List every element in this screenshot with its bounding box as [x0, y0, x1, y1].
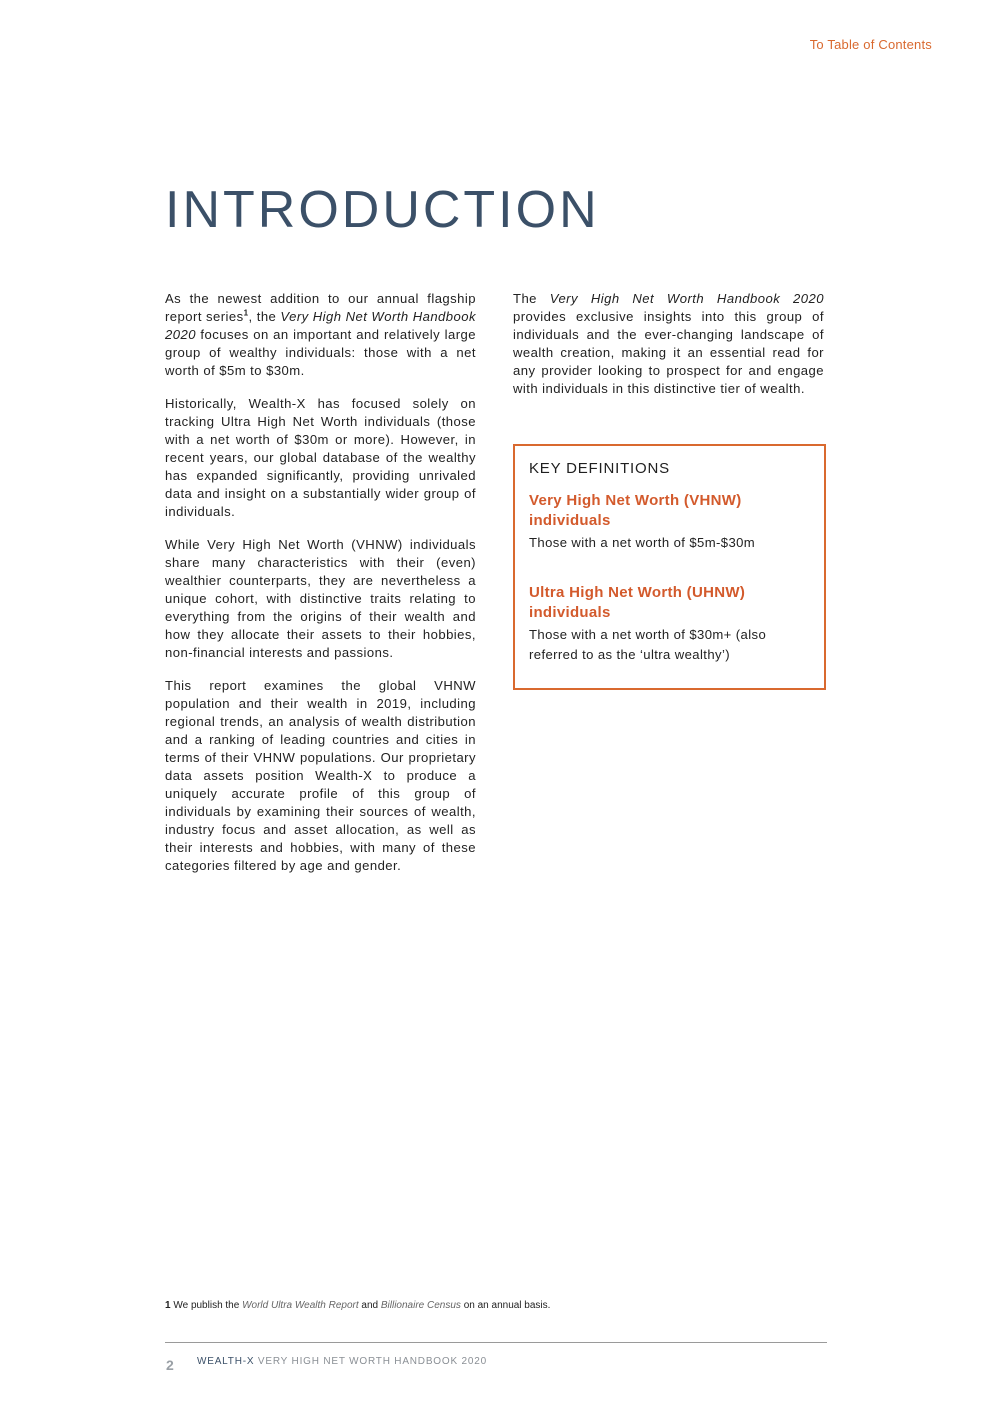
key-definitions-heading: KEY DEFINITIONS — [529, 460, 670, 477]
running-title: WEALTH-X VERY HIGH NET WORTH HANDBOOK 2020 — [197, 1356, 487, 1367]
page-title: INTRODUCTION — [165, 181, 600, 239]
intro-paragraph-3: While Very High Net Worth (VHNW) individuals share many characteristics with their (even) wealthier counterparts, they are nevertheless a unique cohort, with distinctive traits relating to everything from the origins of their wealth and how they allocate their assets to their hobbies, non-financial interests and passions. — [165, 537, 476, 660]
definition-desc-vhnw: Those with a net worth of $5m-$30m — [529, 535, 756, 550]
key-definitions-box — [513, 444, 826, 690]
footer-divider — [165, 1342, 827, 1343]
definition-term-uhnw: Ultra High Net Worth (UHNW) individuals — [529, 584, 746, 621]
footnote-number: 1 — [165, 1300, 171, 1311]
footnote: 1 We publish the World Ultra Wealth Report and Billionaire Census on an annual basis. — [165, 1300, 551, 1311]
intro-paragraph-1: As the newest addition to our annual flagship report series$^1$, the Very High Net Worth Handbook 2020 focuses on an important and relatively large group of wealthy individuals: those with a net worth of $5m to $30m. — [165, 291, 476, 378]
table-of-contents-link[interactable]: To Table of Contents — [809, 37, 932, 52]
intro-paragraph-4: This report examines the global VHNW population and their wealth in 2019, including regional trends, an analysis of wealth distribution and a ranking of leading countries and cities in terms of their VHNW populations. Our proprietary data assets position Wealth-X to produce a uniquely accurate profile of this group of individuals by examining their sources of wealth, industry focus and asset allocation, as well as their interests and hobbies, with many of these categories filtered by age and gender. — [165, 678, 476, 873]
footnote-ref: 1 — [243, 308, 249, 318]
page-number: 2 — [166, 1357, 174, 1373]
intro-paragraph-2: Historically, Wealth-X has focused solely on tracking Ultra High Net Worth individuals (those with a net worth of $30m or more). However, in recent years, our global database of the wealthy has expanded significantly, providing unrivaled data and insight on a substantially wider group of individuals. — [165, 396, 476, 519]
definition-term-vhnw: Very High Net Worth (VHNW) individuals — [529, 492, 742, 529]
definition-desc-uhnw: Those with a net worth of $30m+ (also referred to as the ‘ultra wealthy’) — [529, 627, 767, 662]
intro-paragraph-5: The Very High Net Worth Handbook 2020 provides exclusive insights into this group of individuals and the ever-changing landscape of wealth creation, making it an essential read for any provider looking to prospect for and engage with individuals in this distinctive tier of wealth. — [513, 291, 824, 396]
left-column — [165, 290, 476, 890]
brand-name: WEALTH-X — [197, 1356, 255, 1367]
right-column — [513, 290, 824, 413]
